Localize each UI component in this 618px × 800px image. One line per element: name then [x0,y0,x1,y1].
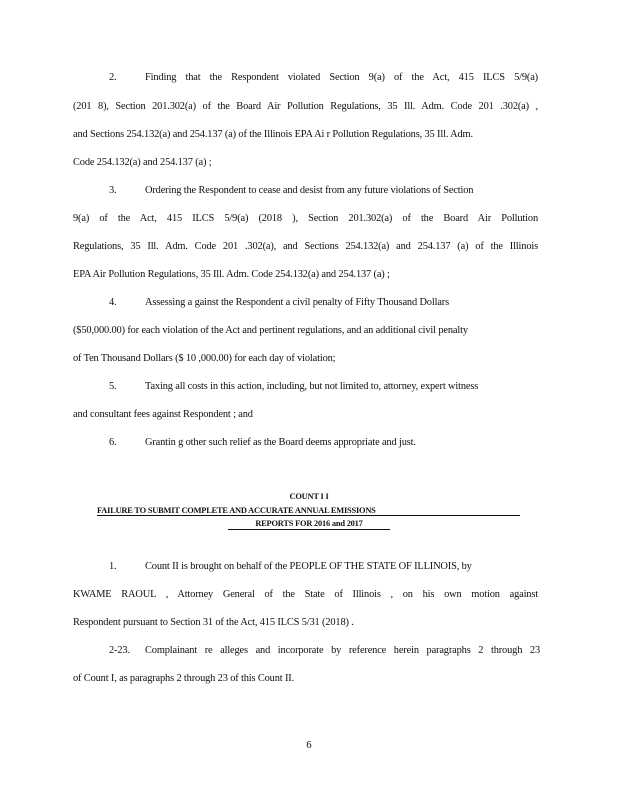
paragraph-2-line-1: Finding that the Respondent violated Section 9(a) of the Act, 415 ILCS 5/9(a) [145,72,538,83]
count-paragraph-2-number: 2-23. [109,645,130,656]
paragraph-4-line-1: Assessing a gainst the Respondent a civil penalty of Fifty Thousand Dollars [145,297,449,308]
count-subtitle-line-2: REPORTS FOR 2016 and 2017 [255,519,363,528]
page-number: 6 [306,740,312,751]
paragraph-5-number: 5. [109,381,117,392]
count-subtitle-line-1: FAILURE TO SUBMIT COMPLETE AND ACCURATE ANNUAL EMISSIONS [97,506,376,515]
paragraph-4-number: 4. [109,297,117,308]
paragraph-3-line-3: Regulations, 35 Ill. Adm. Code 201 .302(a), and Sections 254.132(a) and 254.137 (a) of the Illinois [73,241,538,252]
paragraph-3-line-4: EPA Air Pollution Regulations, 35 Ill. Adm. Code 254.132(a) and 254.137 (a) ; [73,269,390,280]
paragraph-3-line-1: Ordering the Respondent to cease and desist from any future violations of Section [145,185,474,196]
paragraph-3-number: 3. [109,185,117,196]
paragraph-2-number: 2. [109,72,117,83]
paragraph-3-line-2: 9(a) of the Act, 415 ILCS 5/9(a) (2018 ), Section 201.302(a) of the Board Air Pollution [73,213,538,224]
subtitle-underline-1 [97,515,520,516]
paragraph-4-line-2: ($50,000.00) for each violation of the Act and pertinent regulations, and an additional civil penalty [73,325,468,336]
paragraph-5-line-2: and consultant fees against Respondent ; and [73,409,253,420]
paragraph-5-line-1: Taxing all costs in this action, including, but not limited to, attorney, expert witness [145,381,479,392]
count-paragraph-2-line-1: Complainant re alleges and incorporate by reference herein paragraphs 2 through 23 [145,645,540,656]
paragraph-2-line-2: (201 8), Section 201.302(a) of the Board Air Pollution Regulations, 35 Ill. Adm. Code 201 .302(a) , [73,101,538,112]
paragraph-2-line-3: and Sections 254.132(a) and 254.137 (a) of the Illinois EPA Ai r Pollution Regulations, 35 Ill. Adm. [73,129,473,140]
paragraph-2-line-4: Code 254.132(a) and 254.137 (a) ; [73,157,212,168]
subtitle-underline-2 [228,529,390,530]
count-title: COUNT I I [289,492,329,501]
count-paragraph-2-line-2: of Count I, as paragraphs 2 through 23 of this Count II. [73,673,295,684]
count-paragraph-1-line-2: KWAME RAOUL , Attorney General of the State of Illinois , on his own motion against [73,589,538,600]
count-paragraph-1-number: 1. [109,561,117,572]
paragraph-6-line-1: Grantin g other such relief as the Board deems appropriate and just. [145,437,416,448]
paragraph-4-line-3: of Ten Thousand Dollars ($ 10 ,000.00) for each day of violation; [73,353,336,364]
paragraph-6-number: 6. [109,437,117,448]
count-paragraph-1-line-1: Count II is brought on behalf of the PEOPLE OF THE STATE OF ILLINOIS, by [145,561,472,572]
count-paragraph-1-line-3: Respondent pursuant to Section 31 of the Act, 415 ILCS 5/31 (2018) . [73,617,354,628]
